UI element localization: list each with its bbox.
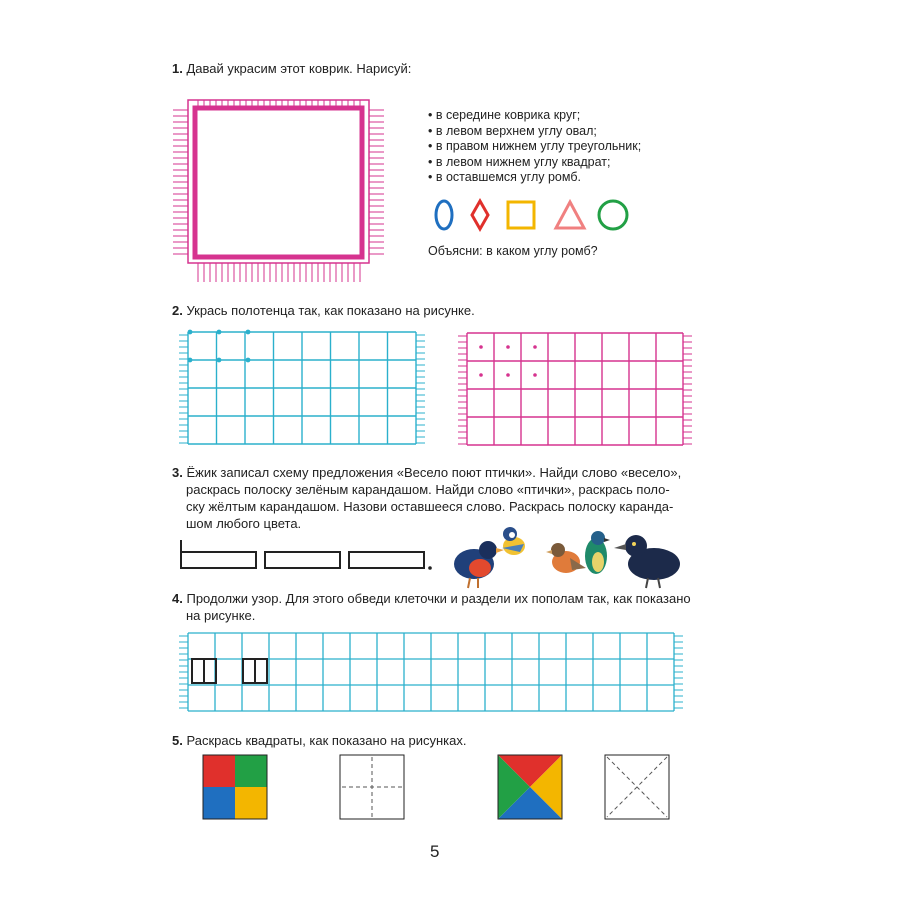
task3-line: ску жёлтым карандашом. Назови оставшееся слово. Раскрась полоску каранда-: [186, 499, 674, 514]
task2-number: 2.: [172, 303, 183, 318]
task5-heading: [172, 732, 466, 749]
task3-number: 3.: [172, 465, 183, 480]
colored-square-quarters: [203, 755, 267, 819]
bullet-item: • в середине коврика круг;: [428, 108, 641, 124]
task4-line: Продолжи узор. Для этого обведи клеточки и раздели их пополам так, как показано: [186, 591, 691, 606]
task5-number: 5.: [172, 733, 183, 748]
page-number: 5: [430, 842, 440, 861]
bullet-item: • в левом верхнем углу овал;: [428, 124, 641, 140]
bullet-item: • в правом нижнем углу треугольник;: [428, 139, 641, 155]
empty-square-diagonals: [605, 755, 669, 819]
task3-line: раскрась полоску зелёным карандашом. Найди слово «птички», раскрась поло-: [186, 482, 670, 497]
task2-text: Укрась полотенца так, как показано на рисунке.: [186, 303, 475, 318]
task3-line: Ёжик записал схему предложения «Весело поют птички». Найди слово «весело»,: [186, 465, 682, 480]
task4-line: на рисунке.: [186, 608, 256, 623]
task4-number: 4.: [172, 591, 183, 606]
task5-text: Раскрась квадраты, как показано на рисунках.: [186, 733, 467, 748]
task3-line: шом любого цвета.: [186, 516, 302, 531]
task1-number: 1.: [172, 61, 183, 76]
bullet-item: • в оставшемся углу ромб.: [428, 170, 641, 186]
bullet-item: • в левом нижнем углу квадрат;: [428, 155, 641, 171]
colored-square-triangles: [498, 755, 562, 819]
empty-square-cross: [340, 755, 404, 819]
task1-question: Объясни: в каком углу ромб?: [428, 244, 598, 258]
task1-text: Давай украсим этот коврик. Нарисуй:: [186, 61, 412, 76]
